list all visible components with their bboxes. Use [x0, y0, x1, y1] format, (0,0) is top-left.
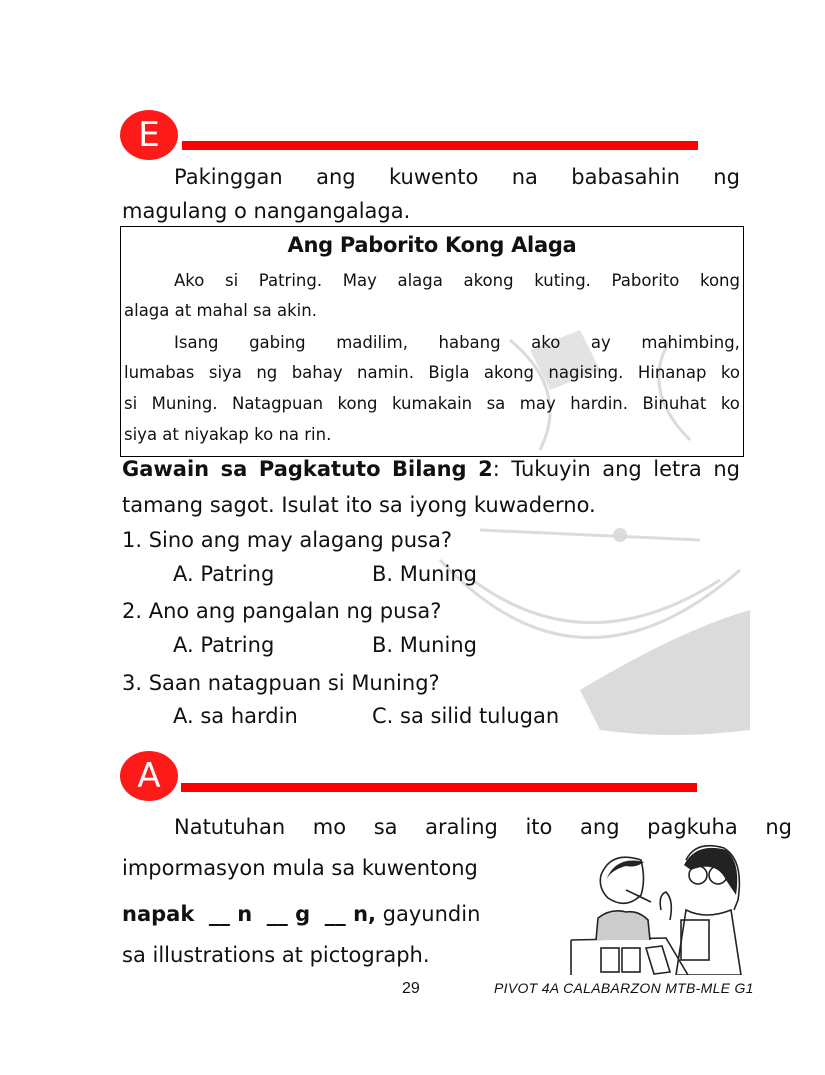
- line-3-rest: gayundin: [376, 902, 481, 926]
- story-line: alaga at mahal sa akin.: [124, 301, 317, 320]
- activity-label-word: 2:: [478, 457, 500, 481]
- word: ng: [256, 363, 278, 382]
- section-a-line-4: sa illustrations at pictograph.: [122, 943, 430, 967]
- word: sa: [486, 394, 506, 413]
- word: habang: [438, 333, 501, 352]
- instruction-word: ng: [713, 457, 740, 481]
- word: babasahin: [571, 165, 680, 189]
- word: kong: [337, 394, 378, 413]
- word: kuting.: [534, 271, 591, 290]
- story-line: siya at niyakap ko na rin.: [124, 425, 332, 444]
- activity-label-word: Bilang: [392, 457, 467, 481]
- word: na: [511, 165, 538, 189]
- word: mahimbing,: [641, 333, 740, 352]
- word: kuwento: [389, 165, 479, 189]
- activity-label-word: Gawain: [122, 457, 210, 481]
- word: nagising.: [548, 363, 624, 382]
- section-e-letter: E: [138, 115, 160, 155]
- intro-line-1: [122, 160, 740, 195]
- activity-label-word: sa: [220, 457, 248, 481]
- question-1-option-b: B. Muning: [372, 562, 477, 586]
- word: ko: [720, 394, 740, 413]
- word: Patring.: [258, 271, 323, 290]
- fill-in-blank-word: napak __ n __ g __ n,: [122, 902, 376, 926]
- section-a-underline: [181, 783, 697, 792]
- word: akong: [463, 271, 514, 290]
- word: akong: [483, 363, 534, 382]
- story-line: [124, 389, 740, 419]
- word: Paborito: [611, 271, 680, 290]
- word: si: [224, 271, 239, 290]
- instruction-word: letra: [653, 457, 702, 481]
- word: Binuhat: [642, 394, 707, 413]
- story-box: [120, 226, 744, 457]
- word: kumakain: [392, 394, 473, 413]
- question-1: 1. Sino ang may alagang pusa?: [122, 528, 453, 552]
- question-3-option-c: C. sa silid tulugan: [372, 704, 560, 728]
- section-e-underline: [182, 141, 698, 150]
- activity-instruction: [122, 452, 740, 487]
- word: namin.: [357, 363, 414, 382]
- word: ang: [580, 815, 620, 839]
- section-a-badge: [120, 751, 178, 801]
- section-e-badge: [120, 110, 178, 160]
- word: ng: [713, 165, 740, 189]
- story-line: [124, 328, 740, 358]
- word: hardin.: [570, 394, 629, 413]
- word: ng: [765, 815, 792, 839]
- colon: :: [492, 457, 500, 481]
- activity-label-word: Pagkatuto: [258, 457, 381, 481]
- word: sa: [373, 815, 398, 839]
- word: araling: [425, 815, 498, 839]
- word: si: [124, 394, 138, 413]
- word: ko: [720, 363, 740, 382]
- word: Natutuhan: [174, 815, 286, 839]
- word: ay: [590, 333, 611, 352]
- word: Natagpuan: [232, 394, 324, 413]
- question-2-option-a: A. Patring: [173, 633, 275, 657]
- intro-line-2: magulang o nangangalaga.: [122, 199, 411, 223]
- word: ito: [525, 815, 553, 839]
- question-2-option-b: B. Muning: [372, 633, 477, 657]
- word: siya: [208, 363, 242, 382]
- word: ang: [316, 165, 356, 189]
- word: may: [519, 394, 556, 413]
- word: Ako: [174, 271, 205, 290]
- word: Hinanap: [637, 363, 707, 382]
- story-line: [124, 358, 740, 388]
- word: Muning.: [151, 394, 218, 413]
- section-a-letter: A: [137, 756, 161, 796]
- word: May: [342, 271, 377, 290]
- activity-instruction-line2: tamang sagot. Isulat ito sa iyong kuwaderno.: [122, 493, 596, 517]
- word: pagkuha: [647, 815, 738, 839]
- word: ako: [531, 333, 561, 352]
- section-a-line-2: impormasyon mula sa kuwentong: [122, 856, 478, 880]
- question-3-option-a: A. sa hardin: [173, 704, 298, 728]
- story-line: [124, 266, 740, 296]
- word: gabing: [249, 333, 306, 352]
- footer-code: PIVOT 4A CALABARZON MTB-MLE G1: [494, 980, 754, 996]
- word: kong: [699, 271, 740, 290]
- teacher-student-illustration: [566, 840, 746, 975]
- question-3: 3. Saan natagpuan si Muning?: [122, 671, 440, 695]
- word: bahay: [291, 363, 343, 382]
- word: Pakinggan: [174, 165, 283, 189]
- story-title: Ang Paborito Kong Alaga: [287, 233, 577, 257]
- question-1-option-a: A. Patring: [173, 562, 275, 586]
- question-2: 2. Ano ang pangalan ng pusa?: [122, 599, 442, 623]
- word: Bigla: [428, 363, 470, 382]
- word: madilim,: [336, 333, 408, 352]
- instruction-word: ang: [602, 457, 642, 481]
- page-number: 29: [402, 980, 420, 997]
- word: mo: [312, 815, 347, 839]
- instruction-word: Tukuyin: [511, 457, 591, 481]
- word: Isang: [174, 333, 219, 352]
- word: alaga: [397, 271, 443, 290]
- word: lumabas: [124, 363, 195, 382]
